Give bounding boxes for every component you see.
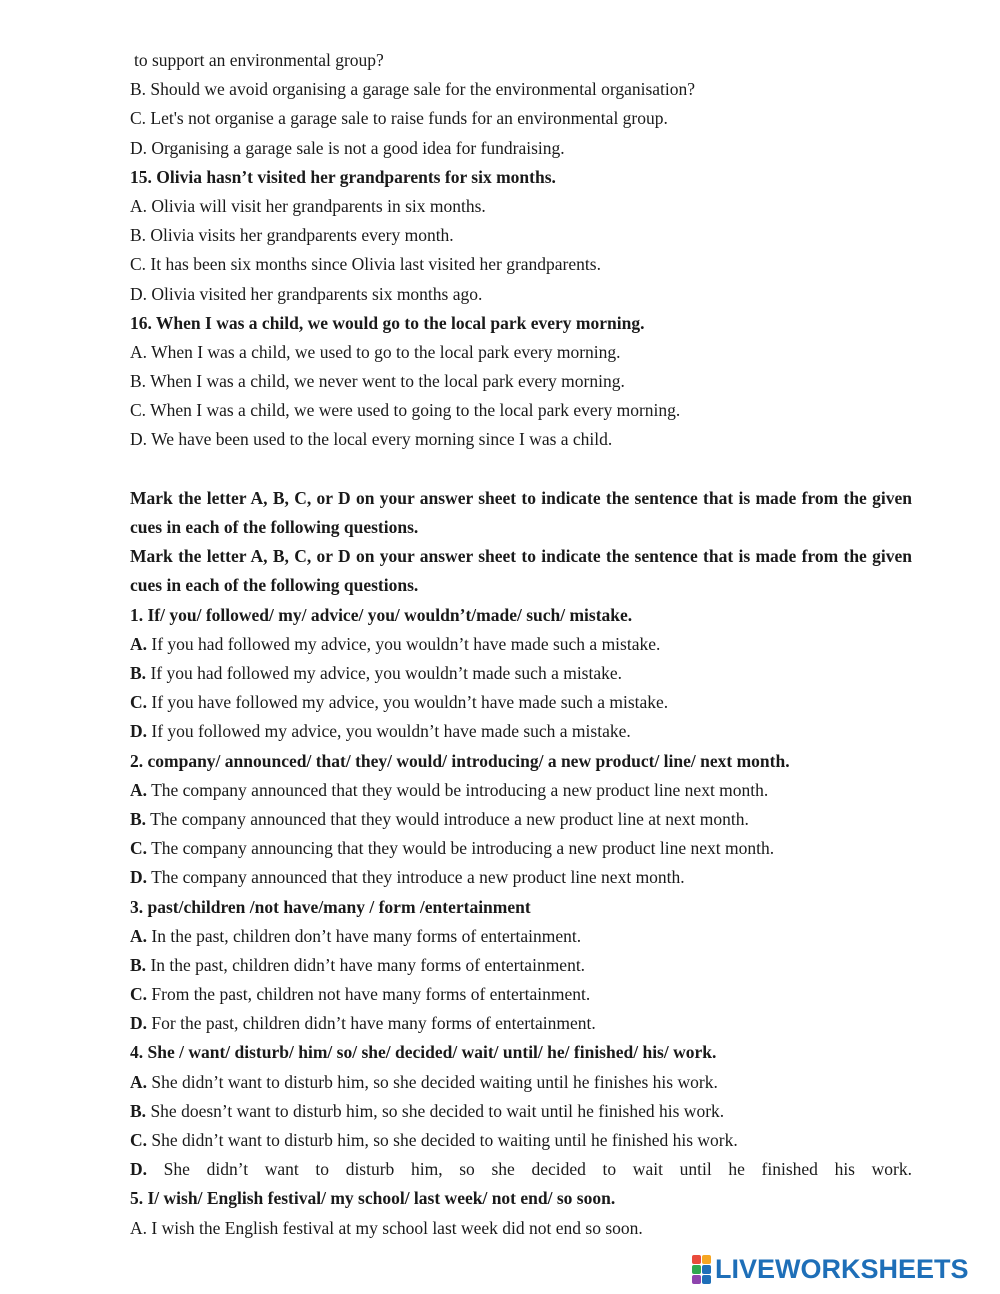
option-text: The company announcing that they would be introducing a new product line next month.	[147, 838, 775, 859]
logo-block	[692, 1265, 701, 1274]
q15-option-c: C. It has been six months since Olivia last visited her grandparents.	[130, 254, 601, 275]
q16-option-c: C. When I was a child, we were used to going to the local park every morning.	[130, 400, 681, 421]
option-text: The company announced that they would introduce a new product line at next month.	[146, 808, 749, 829]
logo-block	[702, 1265, 711, 1274]
logo-block	[692, 1255, 701, 1264]
option-text: The company announced that they would be introducing a new product line next month.	[147, 779, 769, 800]
q16-option-d: D. We have been used to the local every morning since I was a child.	[130, 429, 613, 450]
worksheet-page	[130, 46, 912, 1243]
q14-continuation: to support an environmental group?	[134, 50, 384, 70]
q3-option-b	[130, 951, 912, 980]
option-text: In the past, children didn’t have many forms of entertainment.	[146, 954, 586, 975]
section-instruction-repeat: Mark the letter A, B, C, or D on your answer sheet to indicate the sentence that is made from the given cues in each of the following questions.	[130, 546, 912, 596]
option-text: The company announced that they introduce a new product line next month.	[147, 867, 685, 888]
option-letter: B.	[130, 808, 147, 829]
q4-option-c	[130, 1126, 912, 1155]
option-letter: B.	[130, 1100, 147, 1121]
option-letter: C.	[130, 692, 148, 713]
option-letter: D.	[130, 1013, 148, 1034]
liveworksheets-blocks-icon	[692, 1255, 711, 1284]
q16-option-b: B. When I was a child, we never went to the local park every morning.	[130, 371, 625, 392]
q14-option-b: B. Should we avoid organising a garage sale for the environmental organisation?	[130, 79, 696, 100]
section-gap	[130, 455, 912, 484]
section-instruction: Mark the letter A, B, C, or D on your answer sheet to indicate the sentence that is made from the given cues in each of the following questions.	[130, 487, 912, 538]
option-text: If you have followed my advice, you wouldn’t have made such a mistake.	[147, 692, 669, 713]
q4-option-a	[130, 1068, 912, 1097]
q3-option-a	[130, 922, 912, 951]
option-letter: A.	[130, 633, 148, 654]
q14-option-d: D. Organising a garage sale is not a good idea for fundraising.	[130, 137, 565, 158]
q1-prompt: 1. If/ you/ followed/ my/ advice/ you/ wouldn’t/made/ such/ mistake.	[130, 604, 633, 625]
q5-option-a: A. I wish the English festival at my school last week did not end so soon.	[130, 1217, 643, 1238]
option-letter: B.	[130, 663, 147, 683]
q3-prompt: 3. past/children /not have/many / form /entertainment	[130, 896, 531, 917]
option-text: If you followed my advice, you wouldn’t have made such a mistake.	[147, 721, 631, 742]
q1-option-a	[130, 630, 912, 659]
q4-prompt: 4. She / want/ disturb/ him/ so/ she/ decided/ wait/ until/ he/ finished/ his/ work.	[130, 1042, 717, 1063]
option-letter: D.	[130, 721, 148, 742]
option-text: She didn’t want to disturb him, so she decided to waiting until he finished his work.	[147, 1130, 738, 1150]
q15-option-a: A. Olivia will visit her grandparents in six months.	[130, 195, 486, 216]
q2-option-b	[130, 805, 912, 834]
option-letter: A.	[130, 1071, 148, 1092]
q3-option-c	[130, 980, 912, 1009]
option-text: She doesn’t want to disturb him, so she decided to wait until he finished his work.	[146, 1100, 725, 1121]
q5-prompt: 5. I/ wish/ English festival/ my school/ last week/ not end/ so soon.	[130, 1188, 616, 1209]
liveworksheets-logo	[692, 1254, 969, 1284]
option-letter: D.	[130, 867, 148, 888]
q3-option-d	[130, 1009, 912, 1038]
q4-option-d	[130, 1155, 912, 1184]
option-letter: C.	[130, 838, 148, 859]
option-text: In the past, children don’t have many forms of entertainment.	[147, 925, 582, 946]
q2-option-d	[130, 863, 912, 892]
option-text: For the past, children didn’t have many forms of entertainment.	[147, 1013, 596, 1034]
q2-option-c	[130, 834, 912, 863]
option-text: She didn’t want to disturb him, so she decided waiting until he finishes his work.	[147, 1071, 718, 1092]
option-letter: C.	[130, 984, 148, 1005]
logo-block	[702, 1255, 711, 1264]
q1-option-d	[130, 717, 912, 746]
option-text: If you had followed my advice, you wouldn’t have made such a mistake.	[147, 633, 661, 654]
q1-option-c	[130, 688, 912, 717]
q16-prompt: 16. When I was a child, we would go to the local park every morning.	[130, 312, 645, 333]
q15-prompt: 15. Olivia hasn’t visited her grandparents for six months.	[130, 166, 556, 187]
q15-option-b: B. Olivia visits her grandparents every month.	[130, 225, 454, 246]
logo-wordmark: LIVEWORKSHEETS	[715, 1253, 969, 1284]
logo-block	[692, 1275, 701, 1284]
option-text: From the past, children not have many forms of entertainment.	[147, 984, 591, 1005]
option-letter: C.	[130, 1130, 148, 1150]
option-letter: B.	[130, 954, 147, 975]
q14-option-c: C. Let's not organise a garage sale to raise funds for an environmental group.	[130, 108, 668, 129]
q16-option-a: A. When I was a child, we used to go to the local park every morning.	[130, 341, 621, 362]
q2-prompt: 2. company/ announced/ that/ they/ would/ introducing/ a new product/ line/ next month.	[130, 750, 790, 771]
option-letter: A.	[130, 925, 148, 946]
q1-option-b	[130, 659, 912, 688]
logo-block	[702, 1275, 711, 1284]
q15-option-d: D. Olivia visited her grandparents six months ago.	[130, 283, 483, 304]
option-letter: D.	[130, 1159, 148, 1180]
option-text: If you had followed my advice, you wouldn’t made such a mistake.	[146, 663, 623, 683]
q4-option-b	[130, 1097, 912, 1126]
q2-option-a	[130, 776, 912, 805]
option-letter: A.	[130, 779, 148, 800]
option-text: She didn’t want to disturb him, so she decided to wait until he finished his work.	[147, 1159, 912, 1180]
